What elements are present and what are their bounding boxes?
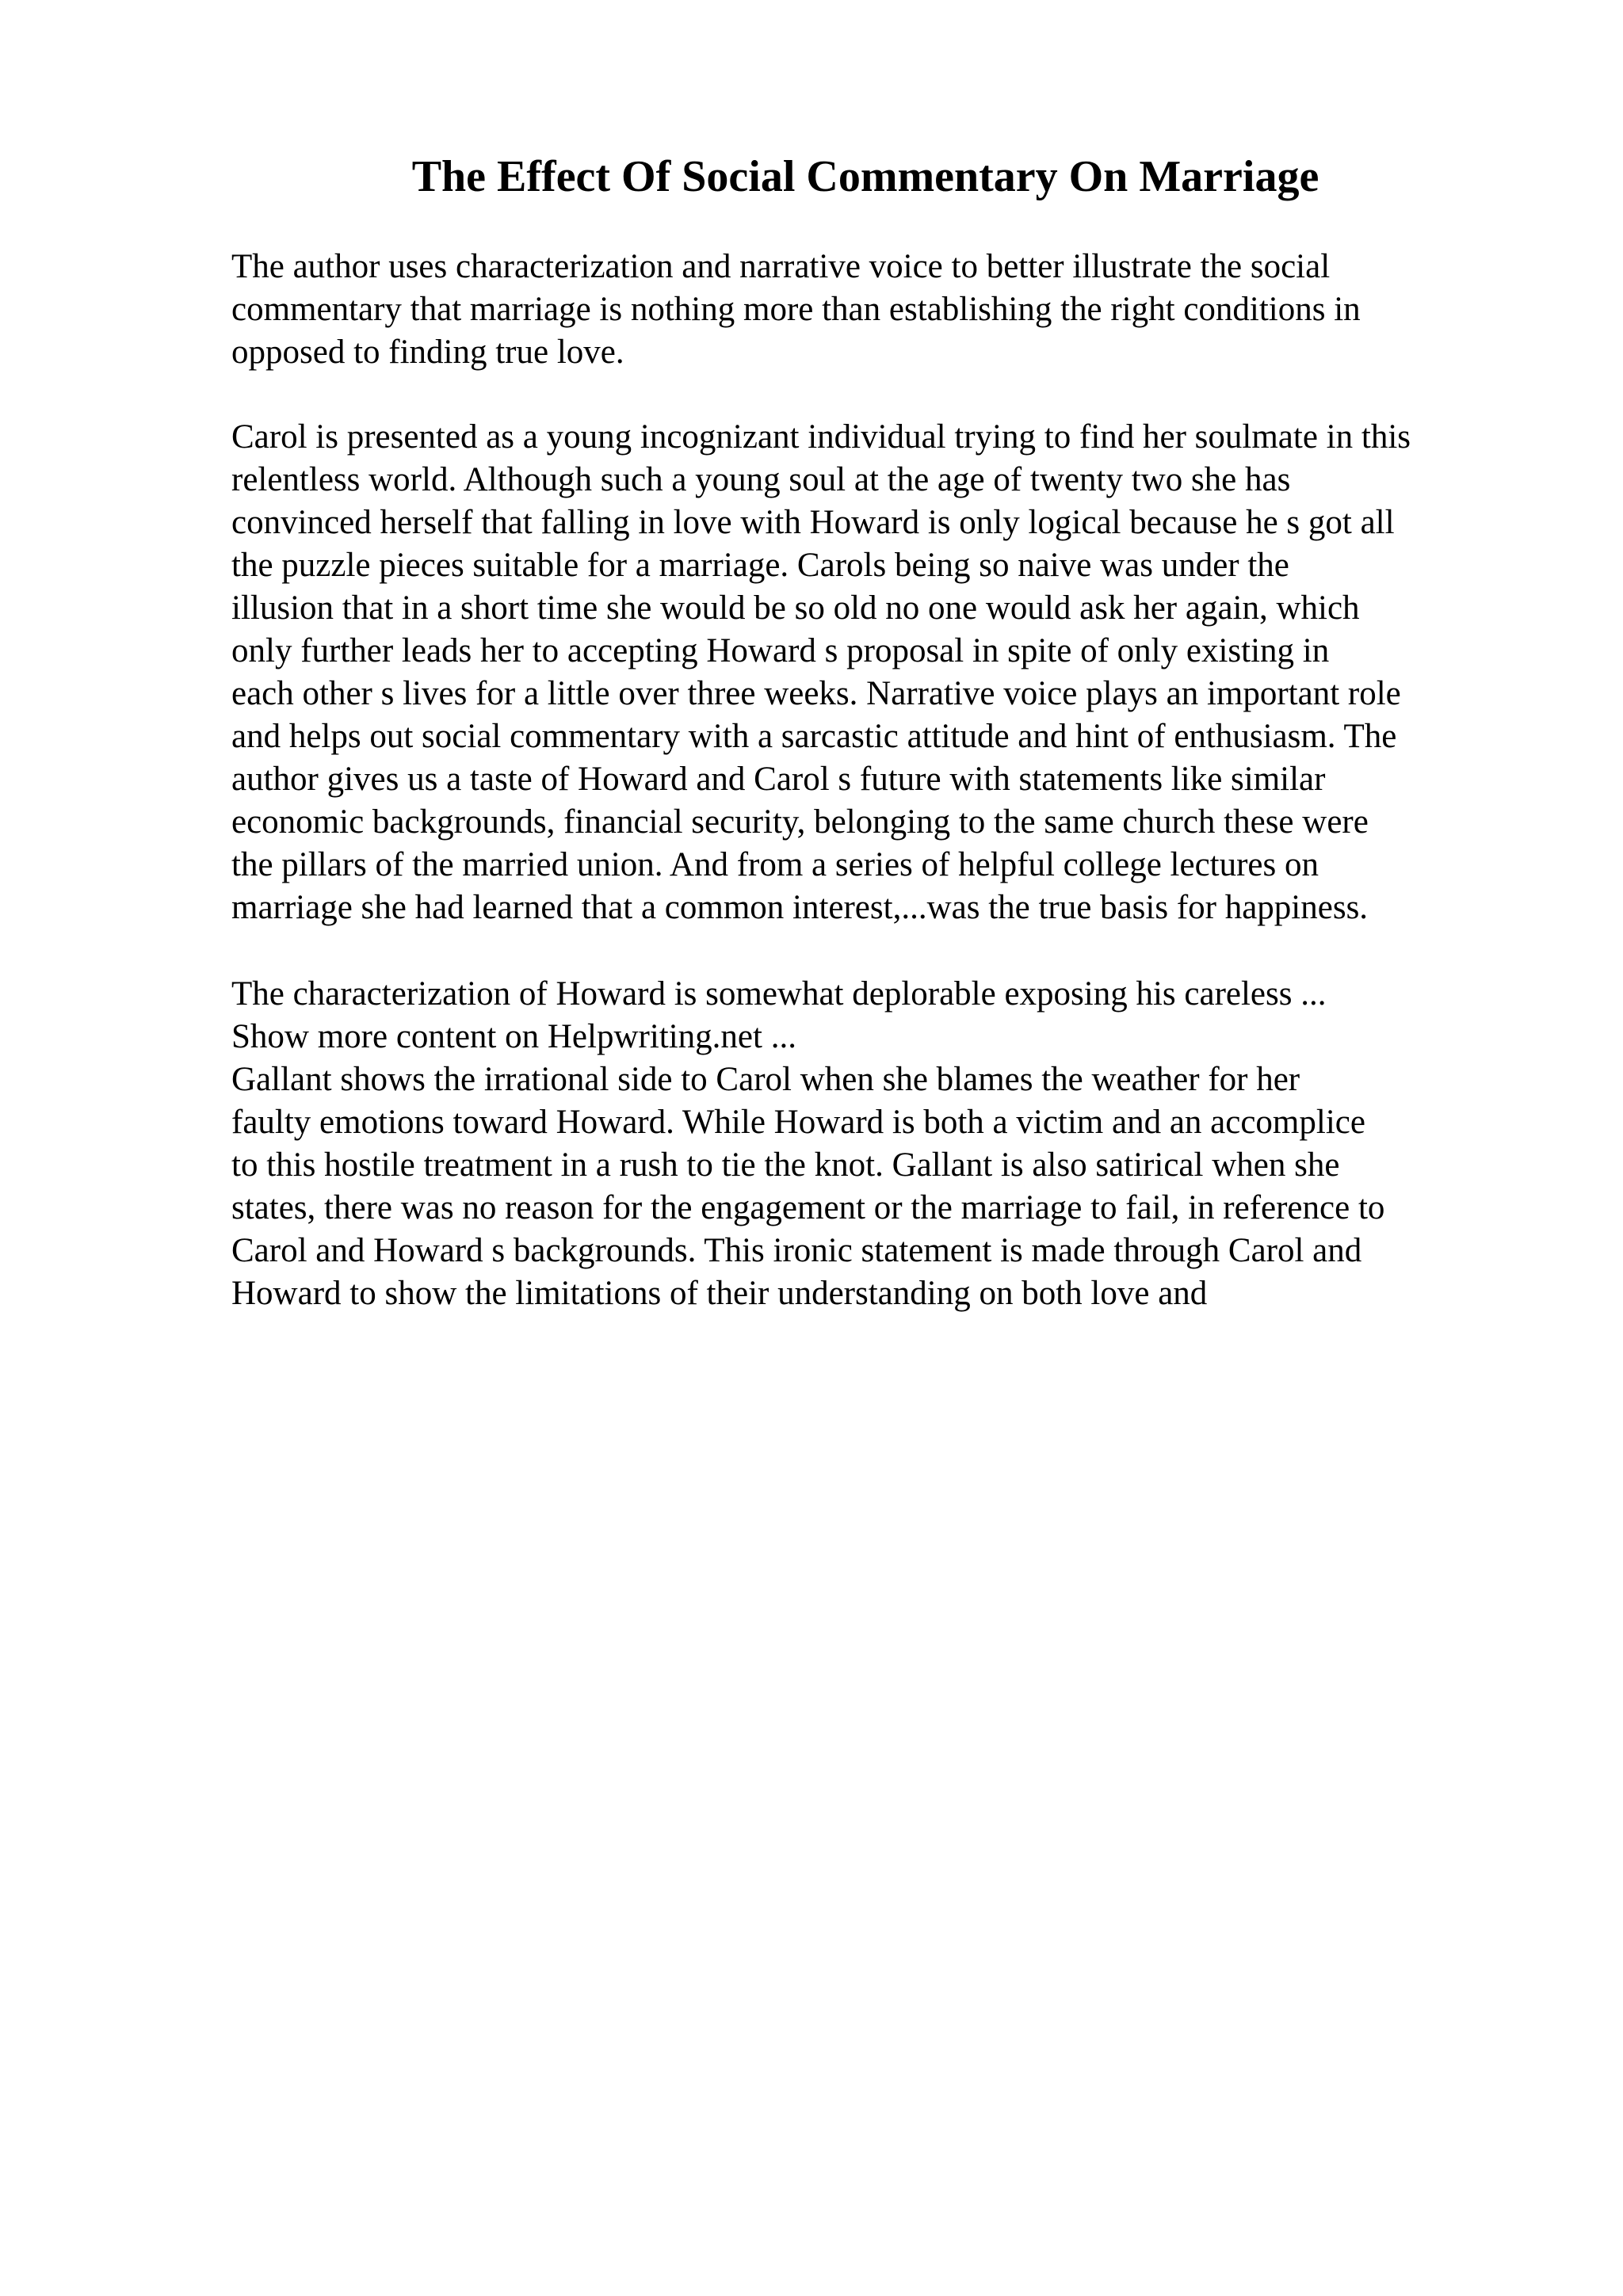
paragraph-carol <box>231 416 1610 929</box>
paragraph-line: to this hostile treatment in a rush to tie the knot. Gallant is also satirical when she <box>231 1146 1340 1184</box>
paragraph-line: illusion that in a short time she would be so old no one would ask her again, which <box>231 589 1360 627</box>
paragraph-line: The author uses characterization and narrative voice to better illustrate the social <box>231 248 1331 285</box>
paragraph-line: relentless world. Although such a young soul at the age of twenty two she has <box>231 461 1291 498</box>
paragraph-line: The characterization of Howard is somewhat deplorable exposing his careless ... <box>231 975 1327 1013</box>
paragraph-line: Carol is presented as a young incognizant individual trying to find her soulmate in this <box>231 418 1411 456</box>
paragraph-line: convinced herself that falling in love with Howard is only logical because he s got all <box>231 504 1395 541</box>
paragraph-line: faulty emotions toward Howard. While Howard is both a victim and an accomplice <box>231 1104 1365 1141</box>
paragraph-line: Howard to show the limitations of their understanding on both love and <box>231 1275 1208 1312</box>
paragraph-line: states, there was no reason for the engagement or the marriage to fail, in reference to <box>231 1189 1385 1226</box>
paragraph-line: author gives us a taste of Howard and Carol s future with statements like similar <box>231 761 1326 798</box>
document-title: The Effect Of Social Commentary On Marriage <box>411 152 1319 201</box>
paragraph-line: opposed to finding true love. <box>231 334 624 371</box>
paragraph-line: marriage she had learned that a common interest,...was the true basis for happiness. <box>231 889 1369 926</box>
show-more-link[interactable]: Show more content on Helpwriting.net ... <box>231 1018 796 1055</box>
paragraph-howard <box>231 973 1610 1315</box>
paragraph-line: only further leads her to accepting Howard s proposal in spite of only existing in <box>231 632 1330 669</box>
paragraph-line: each other s lives for a little over three weeks. Narrative voice plays an important role <box>231 675 1401 712</box>
paragraph-line: Carol and Howard s backgrounds. This ironic statement is made through Carol and <box>231 1232 1362 1269</box>
paragraph-line: commentary that marriage is nothing more than establishing the right conditions in <box>231 291 1361 328</box>
paragraph-line: and helps out social commentary with a sarcastic attitude and hint of enthusiasm. The <box>231 718 1397 755</box>
paragraph-line: the puzzle pieces suitable for a marriage. Carols being so naive was under the <box>231 547 1289 584</box>
paragraph-line: economic backgrounds, financial security, belonging to the same church these were <box>231 803 1369 841</box>
paragraph-line: the pillars of the married union. And from a series of helpful college lectures on <box>231 846 1319 883</box>
paragraph-line: Gallant shows the irrational side to Carol when she blames the weather for her <box>231 1061 1300 1098</box>
paragraph-intro <box>231 246 1610 374</box>
